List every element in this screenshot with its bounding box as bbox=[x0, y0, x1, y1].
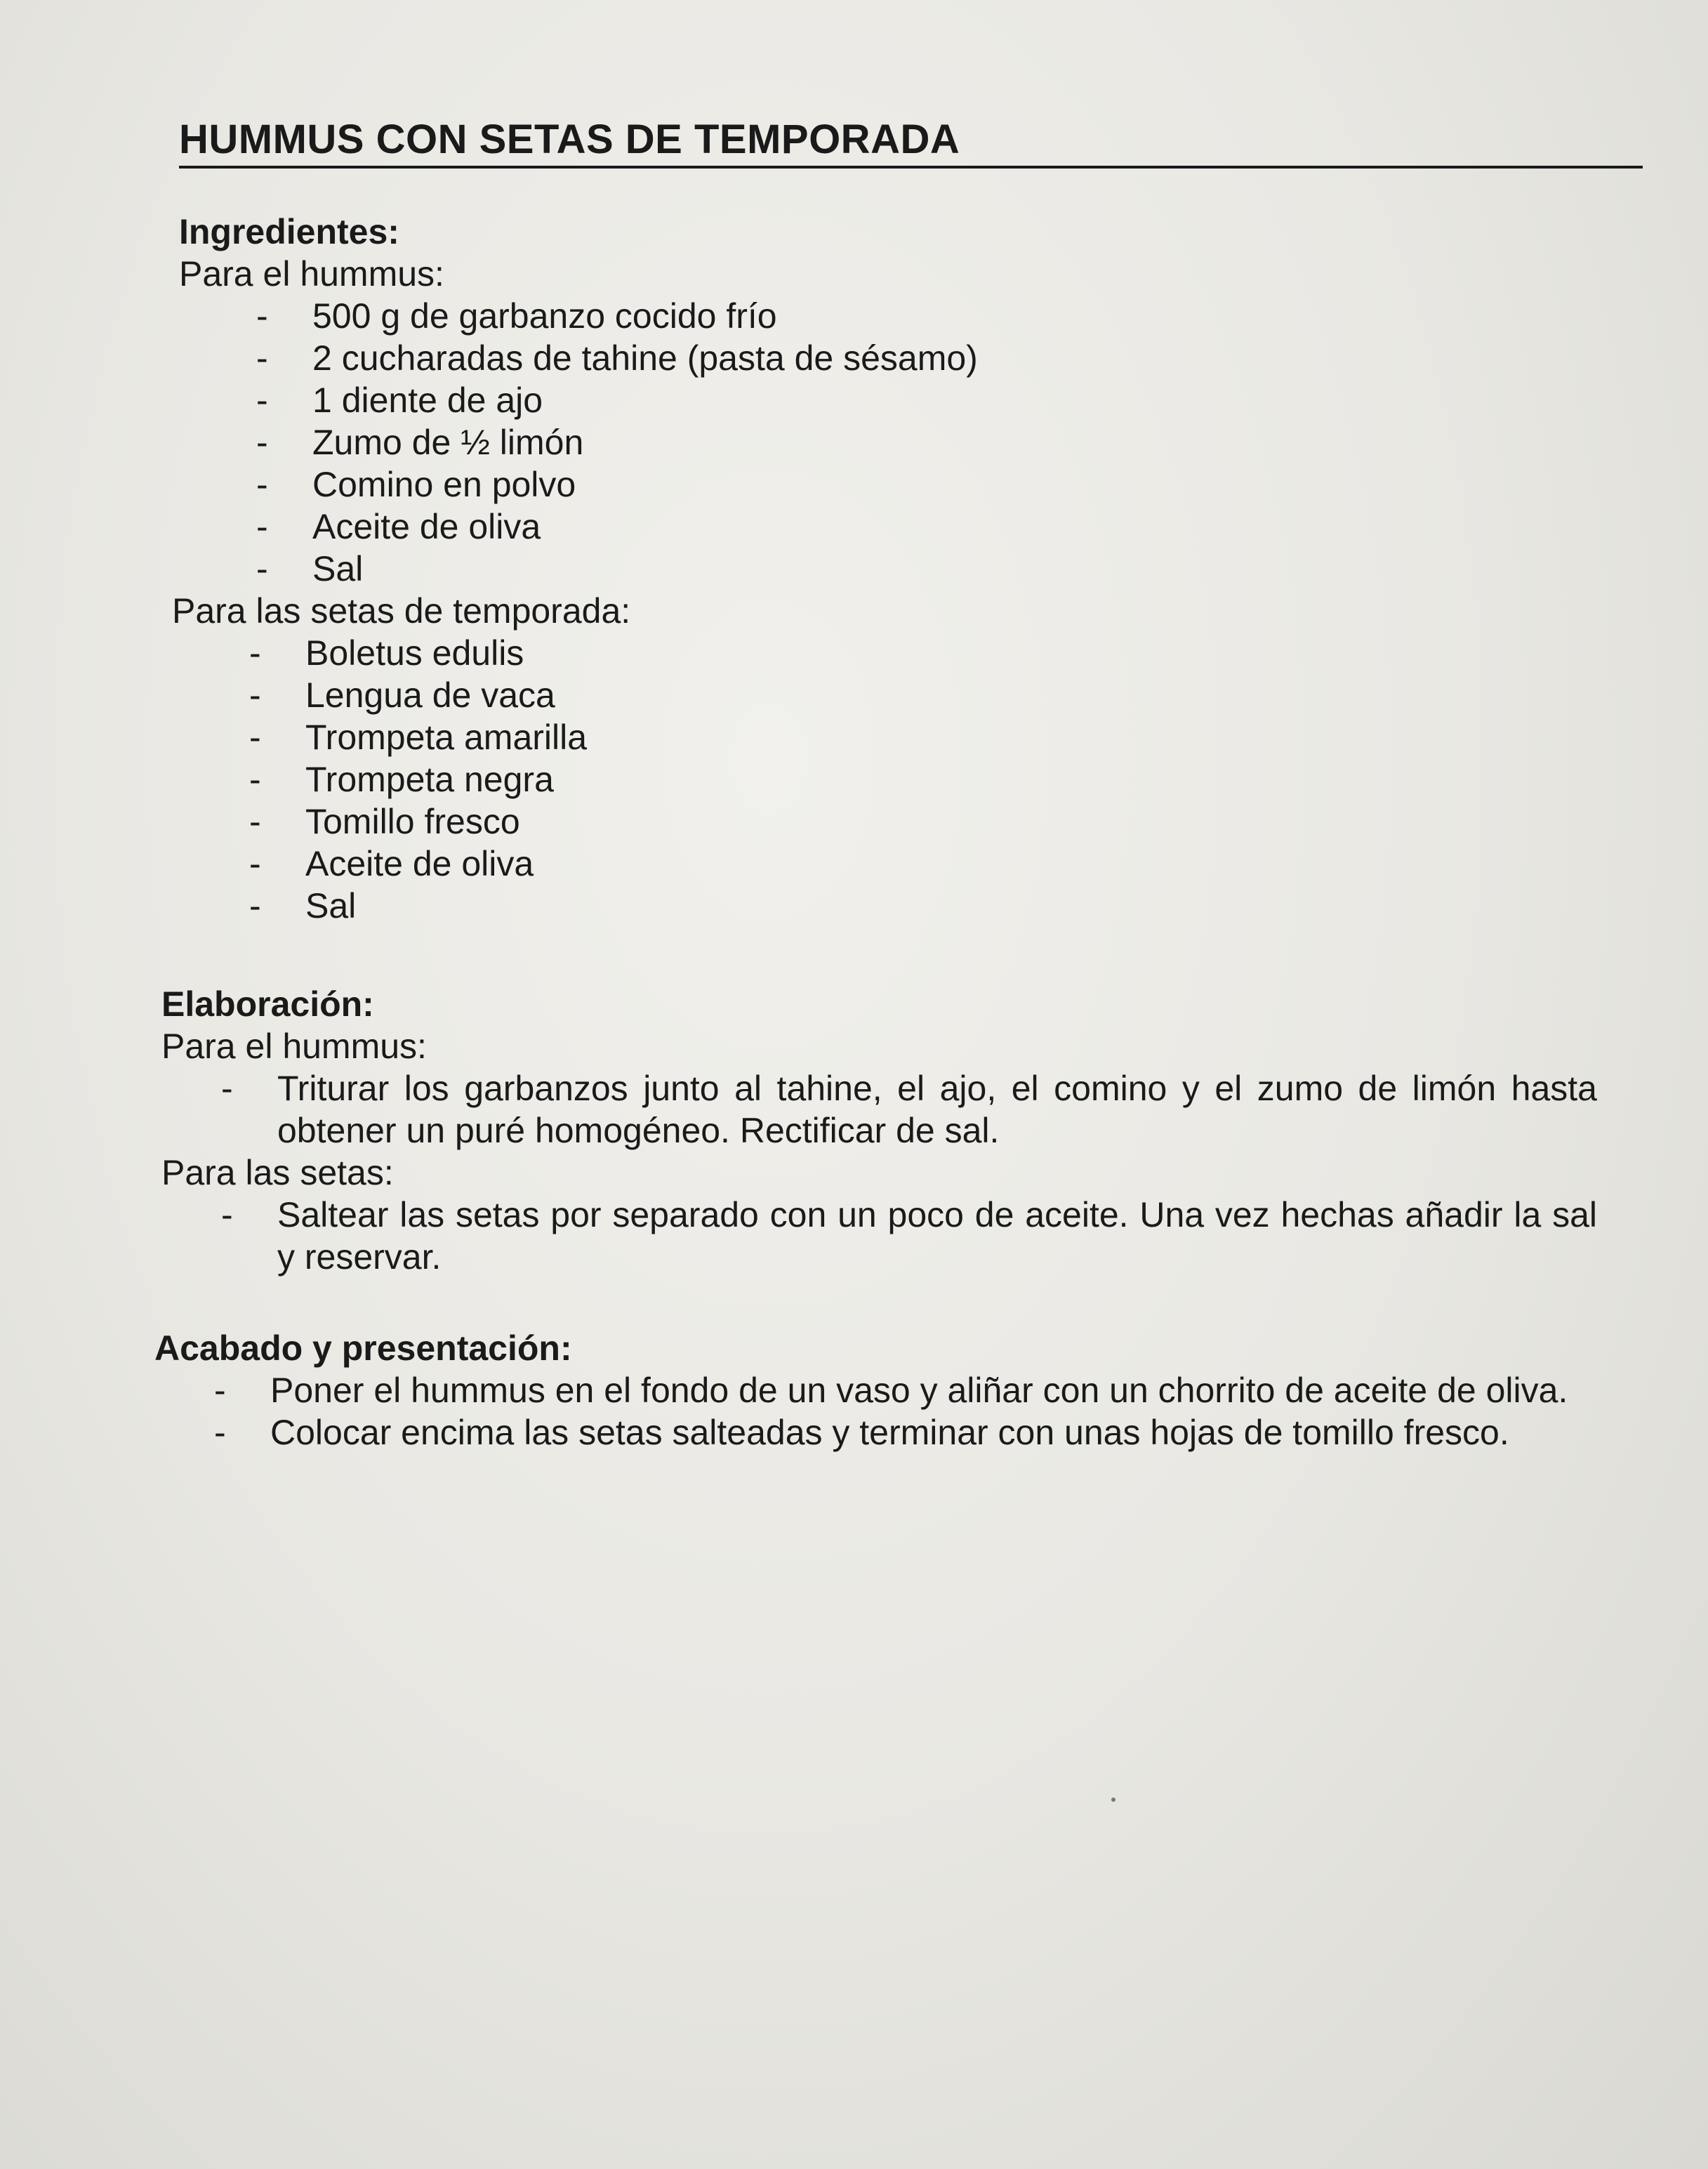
bullet-dash: - bbox=[214, 1413, 226, 1452]
bullet-dash: - bbox=[256, 423, 268, 462]
bullet-dash: - bbox=[221, 1195, 233, 1234]
setas-ingredient: Tomillo fresco bbox=[305, 802, 520, 841]
bullet-dash: - bbox=[214, 1371, 226, 1410]
bullet-dash: - bbox=[249, 718, 261, 757]
setas-ingredient: Boletus edulis bbox=[305, 633, 524, 673]
setas-steps-list bbox=[161, 1194, 1708, 1278]
ingredients-section bbox=[172, 211, 1708, 927]
list-item bbox=[249, 632, 1708, 674]
finishing-heading: Acabado y presentación: bbox=[154, 1329, 572, 1368]
list-item bbox=[256, 295, 1708, 337]
bullet-dash: - bbox=[256, 381, 268, 420]
recipe-title: HUMMUS CON SETAS DE TEMPORADA bbox=[179, 117, 960, 162]
list-item bbox=[214, 1369, 1590, 1411]
list-item bbox=[256, 548, 1708, 590]
setas-ingredient: Trompeta negra bbox=[305, 760, 554, 799]
bullet-dash: - bbox=[256, 507, 268, 546]
bullet-dash: - bbox=[249, 886, 261, 925]
bullet-dash: - bbox=[249, 802, 261, 841]
list-item bbox=[249, 758, 1708, 800]
hummus-ingredient: Sal bbox=[312, 549, 364, 588]
setas-ingredient: Aceite de oliva bbox=[305, 844, 534, 883]
bullet-dash: - bbox=[256, 549, 268, 588]
elaboration-section bbox=[161, 983, 1708, 1278]
setas-steps-label: Para las setas: bbox=[161, 1153, 394, 1192]
hummus-step: Triturar los garbanzos junto al tahine, el ajo, el comino y el zumo de limón hasta obtener un puré homogéneo. Rectificar de sal. bbox=[277, 1069, 1597, 1150]
hummus-steps-label: Para el hummus: bbox=[161, 1027, 427, 1066]
list-item bbox=[221, 1067, 1597, 1152]
list-item bbox=[256, 463, 1708, 506]
setas-ingredient: Trompeta amarilla bbox=[305, 718, 588, 757]
hummus-ingredient: 500 g de garbanzo cocido frío bbox=[312, 296, 777, 336]
bullet-dash: - bbox=[249, 844, 261, 883]
hummus-steps-list bbox=[161, 1067, 1708, 1152]
list-item bbox=[249, 674, 1708, 716]
setas-step: Saltear las setas por separado con un poco de aceite. Una vez hechas añadir la sal y reservar. bbox=[277, 1195, 1597, 1277]
bullet-dash: - bbox=[256, 338, 268, 378]
hummus-ingredient: Aceite de oliva bbox=[312, 507, 541, 546]
hummus-ingredient: Zumo de ½ limón bbox=[312, 423, 584, 462]
list-item bbox=[256, 337, 1708, 379]
finishing-steps-list bbox=[154, 1369, 1708, 1453]
list-item bbox=[256, 506, 1708, 548]
bullet-dash: - bbox=[249, 760, 261, 799]
finishing-step: Colocar encima las setas salteadas y terminar con unas hojas de tomillo fresco. bbox=[270, 1413, 1509, 1452]
hummus-ingredients-label: Para el hummus: bbox=[179, 254, 444, 294]
setas-ingredients-list bbox=[179, 632, 1708, 927]
paper-speck bbox=[1111, 1798, 1116, 1802]
list-item bbox=[256, 379, 1708, 421]
bullet-dash: - bbox=[221, 1069, 233, 1108]
ingredients-heading: Ingredientes: bbox=[179, 212, 399, 251]
setas-ingredient: Sal bbox=[305, 886, 357, 925]
setas-ingredients-label: Para las setas de temporada: bbox=[172, 591, 631, 631]
hummus-ingredient: 1 diente de ajo bbox=[312, 381, 543, 420]
finishing-section bbox=[154, 1327, 1708, 1453]
list-item bbox=[249, 843, 1708, 885]
hummus-ingredient: Comino en polvo bbox=[312, 465, 576, 504]
finishing-step: Poner el hummus en el fondo de un vaso y aliñar con un chorrito de aceite de oliva. bbox=[270, 1371, 1568, 1410]
list-item bbox=[249, 885, 1708, 927]
list-item bbox=[256, 421, 1708, 463]
bullet-dash: - bbox=[256, 296, 268, 336]
bullet-dash: - bbox=[249, 633, 261, 673]
elaboration-heading: Elaboración: bbox=[161, 984, 374, 1024]
setas-ingredient: Lengua de vaca bbox=[305, 675, 555, 715]
bullet-dash: - bbox=[256, 465, 268, 504]
list-item bbox=[221, 1194, 1597, 1278]
list-item bbox=[249, 716, 1708, 758]
list-item bbox=[214, 1411, 1590, 1453]
bullet-dash: - bbox=[249, 675, 261, 715]
hummus-ingredient: 2 cucharadas de tahine (pasta de sésamo) bbox=[312, 338, 978, 378]
list-item bbox=[249, 800, 1708, 843]
hummus-ingredients-list bbox=[179, 295, 1708, 590]
title-row bbox=[179, 116, 1643, 169]
